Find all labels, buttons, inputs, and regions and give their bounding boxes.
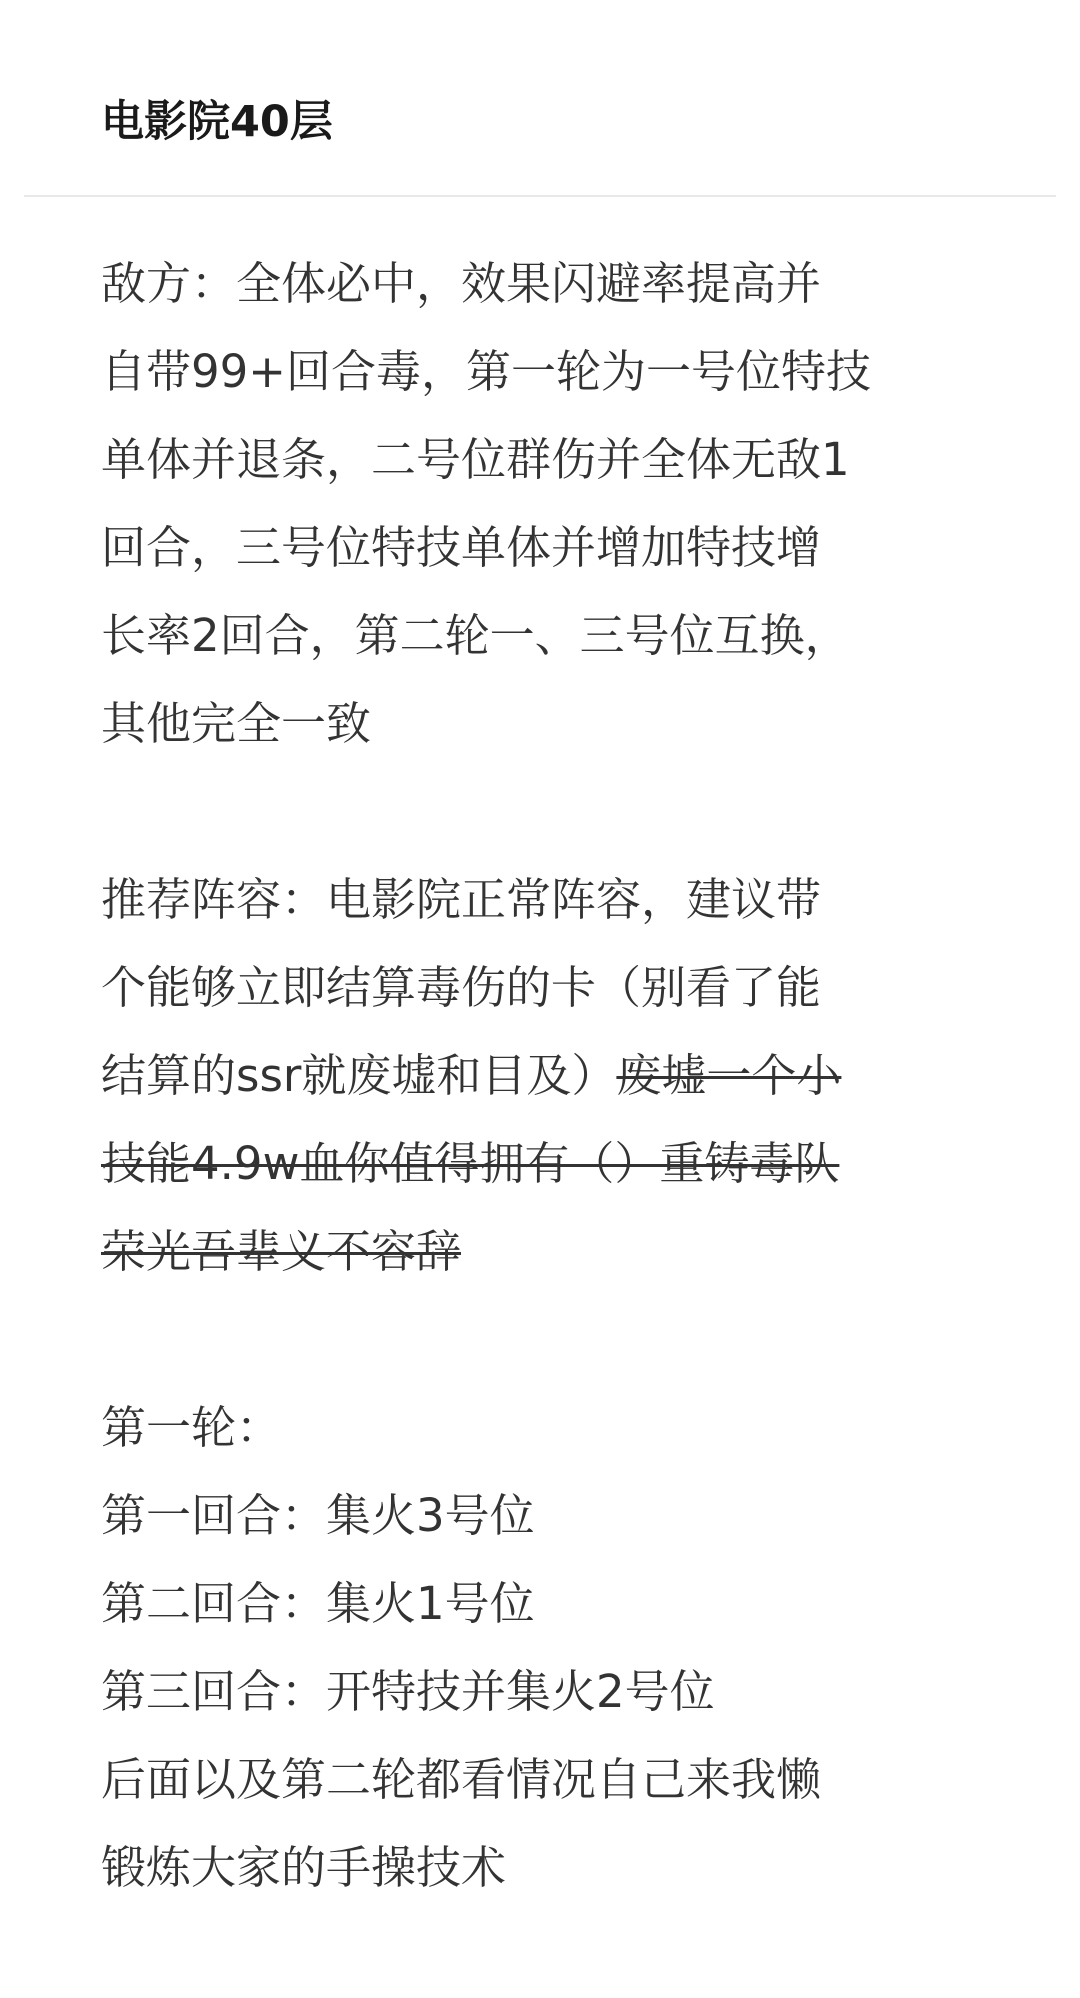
lineup-line: 个能够立即结算毒伤的卡（别看了能 <box>101 961 822 1014</box>
lineup-line: 推荐阵容：电影院正常阵容，建议带 <box>101 873 822 926</box>
strategy-paragraph <box>101 1384 1001 1912</box>
paragraph-gap <box>101 768 1001 856</box>
lineup-line <box>101 1208 1001 1296</box>
strikethrough-text: 技能4.9w血你值得拥有（）重铸毒队 <box>101 1137 840 1190</box>
strikethrough-text: 废墟一个小 <box>616 1049 842 1102</box>
lineup-paragraph <box>101 856 1001 1296</box>
enemy-line: 回合，三号位特技单体并增加特技增 <box>101 521 822 574</box>
enemy-line: 敌方：全体必中，效果闪避率提高并 <box>101 257 822 310</box>
strategy-line: 第二回合：集火1号位 <box>101 1577 535 1630</box>
enemy-line: 其他完全一致 <box>101 697 372 750</box>
enemy-line: 自带99+回合毒，第一轮为一号位特技 <box>101 345 871 398</box>
enemy-paragraph <box>101 240 1001 768</box>
article-body <box>101 240 1001 1912</box>
strikethrough-text: 荣光吾辈义不容辞 <box>101 1225 462 1278</box>
lineup-line <box>101 1032 1001 1120</box>
paragraph-gap <box>101 1296 1001 1384</box>
title-divider <box>24 195 1056 197</box>
enemy-line: 长率2回合，第二轮一、三号位互换， <box>101 609 850 662</box>
enemy-line: 单体并退条，二号位群伤并全体无敌1 <box>101 433 850 486</box>
strategy-line: 后面以及第二轮都看情况自己来我懒 <box>101 1753 822 1806</box>
strategy-line: 第一轮： <box>101 1401 282 1454</box>
strategy-line: 第三回合：开特技并集火2号位 <box>101 1665 715 1718</box>
page-title: 电影院40层 <box>101 97 333 147</box>
strategy-line: 锻炼大家的手操技术 <box>101 1841 507 1894</box>
strategy-line: 第一回合：集火3号位 <box>101 1489 535 1542</box>
lineup-line <box>101 1120 1001 1208</box>
lineup-text: 结算的ssr就废墟和目及） <box>101 1049 617 1102</box>
